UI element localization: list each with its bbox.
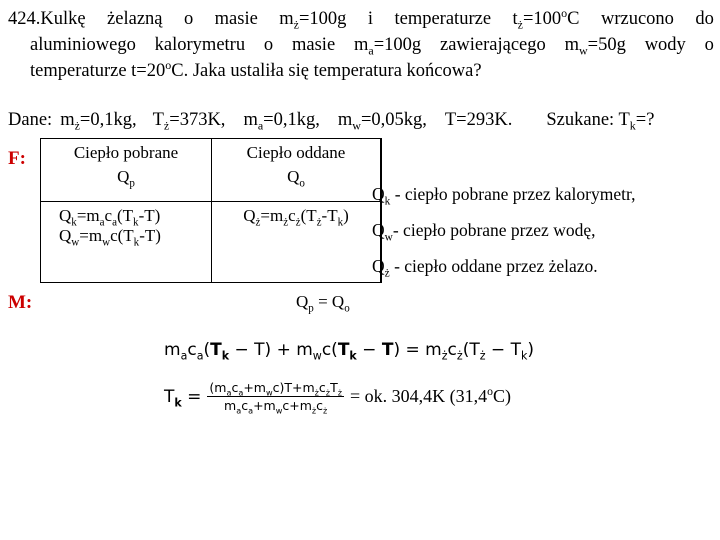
given-value: $m_w=0,05kg$, <box>337 110 427 133</box>
given-value: $m_ż=0,1kg$, <box>60 110 137 133</box>
given-value: $T_ż=373K$, <box>152 110 226 133</box>
problem-number-word: 424.Kulkę <box>8 9 86 29</box>
word: kalorymetru <box>154 35 246 55</box>
legend-item: $Q_k$ - ciepło pobrane przez kalorymetr, <box>372 184 636 208</box>
word: do <box>695 9 714 29</box>
word: $t_ż=100^oC$ <box>512 5 580 32</box>
searched-value: Szukane: $T_k=$? <box>546 110 655 133</box>
word: żelazną <box>107 9 163 29</box>
result: = ok. 304,4K (31,4$^o$C) <box>349 385 511 406</box>
word: $m_a=100g$ <box>353 35 422 58</box>
word: masie <box>214 9 258 29</box>
equation-lhs: $T_k$ = <box>164 386 202 409</box>
given-data <box>8 110 714 131</box>
word: temperaturze <box>394 9 492 29</box>
heat-table <box>40 138 382 283</box>
word: $m_w=50g$ <box>564 35 626 58</box>
given-value: $m_a=0,1kg$, <box>243 110 320 133</box>
word: i <box>367 9 374 29</box>
dane-label: Dane: <box>8 110 53 130</box>
word: wody <box>644 35 686 55</box>
word: zawierającego <box>439 35 546 55</box>
heat-balance-equation: $m_ac_a(T_k - T) + m_wc(T_k - T) = m_żc_ż(T_ż - T_k)$ <box>164 340 535 363</box>
heat-absorbed-formulas: $Q_k=m_ac_a(T_k-T)$ $Q_w=m_wc(T_k-T)$ <box>41 202 212 283</box>
word: o <box>263 35 274 55</box>
word: o <box>183 9 194 29</box>
numerator: $(m_ac_a+m_wc)T+m_żc_żT_ż$ <box>209 380 342 398</box>
heat-released-header: Ciepło oddane $Q_o$ <box>212 139 381 202</box>
f-label: F: <box>8 148 26 169</box>
word: wrzucono <box>600 9 674 29</box>
heat-released-formula: $Q_ż=m_żc_ż(T_ż-T_k)$ <box>212 202 381 283</box>
heat-absorbed-header: Ciepło pobrane $Q_p$ <box>41 139 212 202</box>
fraction <box>207 380 344 416</box>
problem-line-3: temperaturze $t=20^oC$. Jaka ustaliła się temperatura końcowa? <box>30 57 482 81</box>
word: $m_ż=100g$ <box>279 9 347 32</box>
word: aluminiowego <box>30 35 136 55</box>
balance-equation: $Q_p = Q_o$ <box>296 292 350 315</box>
denominator: $m_ac_a+m_wc+m_żc_ż$ <box>224 398 328 416</box>
problem-statement <box>8 6 714 84</box>
word: o <box>704 35 714 55</box>
given-value: T=293K. <box>444 110 513 130</box>
legend-item: $Q_w-$ ciepło pobrane przez wodę, <box>372 220 596 244</box>
word: masie <box>292 35 336 55</box>
m-label: M: <box>8 292 33 313</box>
final-temperature-equation <box>164 380 511 416</box>
legend-item: $Q_ż$ - ciepło oddane przez żelazo. <box>372 256 598 280</box>
problem-line-1 <box>8 6 714 32</box>
problem-line-2 <box>8 32 714 58</box>
